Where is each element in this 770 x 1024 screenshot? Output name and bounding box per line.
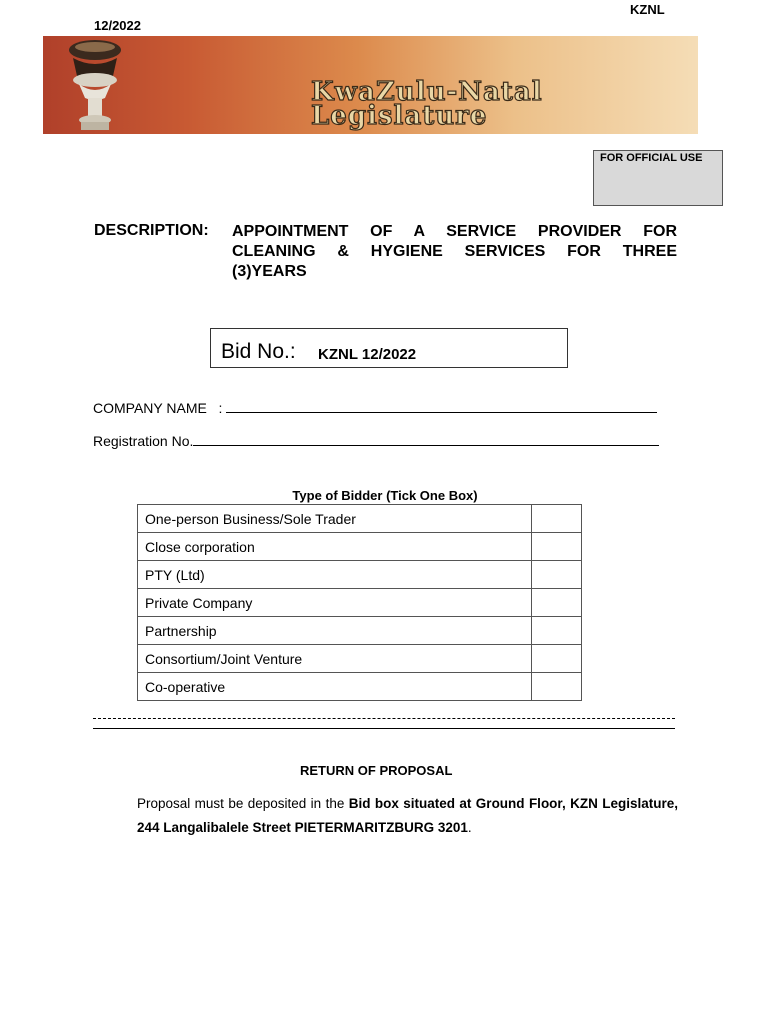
bidder-option-label: One-person Business/Sole Trader xyxy=(138,505,532,533)
bid-number-value: KZNL 12/2022 xyxy=(318,346,417,363)
banner-line-2: Legislature xyxy=(311,101,488,131)
bidder-option-checkbox[interactable] xyxy=(532,505,582,533)
mace-emblem-icon xyxy=(43,36,163,134)
company-name-field[interactable] xyxy=(93,400,657,416)
legislature-banner xyxy=(43,36,698,134)
description-line-1: APPOINTMENT OF A SERVICE PROVIDER FOR xyxy=(232,223,677,240)
bidder-type-table xyxy=(137,504,582,701)
table-row xyxy=(138,645,582,673)
table-row xyxy=(138,505,582,533)
company-name-line[interactable] xyxy=(226,400,657,413)
bid-number-label: Bid No.: xyxy=(221,340,296,363)
bid-number-box xyxy=(210,328,568,368)
bidder-option-checkbox[interactable] xyxy=(532,645,582,673)
banner-title xyxy=(311,77,543,131)
return-of-proposal-title: RETURN OF PROPOSAL xyxy=(300,763,453,778)
bidder-option-label: Close corporation xyxy=(138,533,532,561)
proposal-text-plain: Proposal must be deposited in the xyxy=(137,796,349,811)
table-row xyxy=(138,589,582,617)
registration-line[interactable] xyxy=(193,433,659,446)
bidder-option-label: Co-operative xyxy=(138,673,532,701)
registration-label: Registration No. xyxy=(93,433,194,449)
description-text xyxy=(232,222,677,282)
table-row xyxy=(138,561,582,589)
description-line-2: CLEANING & HYGIENE SERVICES FOR THREE xyxy=(232,243,677,260)
header-reference: 12/2022 xyxy=(94,18,141,33)
company-name-label: COMPANY NAME : xyxy=(93,400,223,416)
table-row xyxy=(138,673,582,701)
description-line-3: (3)YEARS xyxy=(232,263,307,280)
bidder-option-checkbox[interactable] xyxy=(532,533,582,561)
proposal-text-end: . xyxy=(467,820,472,835)
dashed-divider xyxy=(93,718,675,719)
official-use-label: FOR OFFICIAL USE xyxy=(600,152,703,164)
banner-line-1: KwaZulu-Natal xyxy=(311,77,543,107)
bidder-type-title: Type of Bidder (Tick One Box) xyxy=(292,488,478,503)
table-row xyxy=(138,533,582,561)
official-use-box xyxy=(593,150,723,206)
bidder-option-label: PTY (Ltd) xyxy=(138,561,532,589)
solid-divider xyxy=(93,728,675,729)
bidder-option-label: Consortium/Joint Venture xyxy=(138,645,532,673)
bidder-option-label: Private Company xyxy=(138,589,532,617)
bidder-option-checkbox[interactable] xyxy=(532,561,582,589)
bidder-option-checkbox[interactable] xyxy=(532,589,582,617)
bidder-option-checkbox[interactable] xyxy=(532,617,582,645)
table-row xyxy=(138,617,582,645)
bidder-option-checkbox[interactable] xyxy=(532,673,582,701)
return-of-proposal-text xyxy=(137,792,678,840)
header-org-code: KZNL xyxy=(630,2,665,17)
description-label: DESCRIPTION: xyxy=(94,222,209,239)
proposal-text-address: Bid box situated at Ground Floor, KZN Legislature, 244 Langalibalele Street PIETERMARITZBURG 3201 xyxy=(137,796,678,835)
bidder-option-label: Partnership xyxy=(138,617,532,645)
registration-field[interactable] xyxy=(93,433,659,449)
